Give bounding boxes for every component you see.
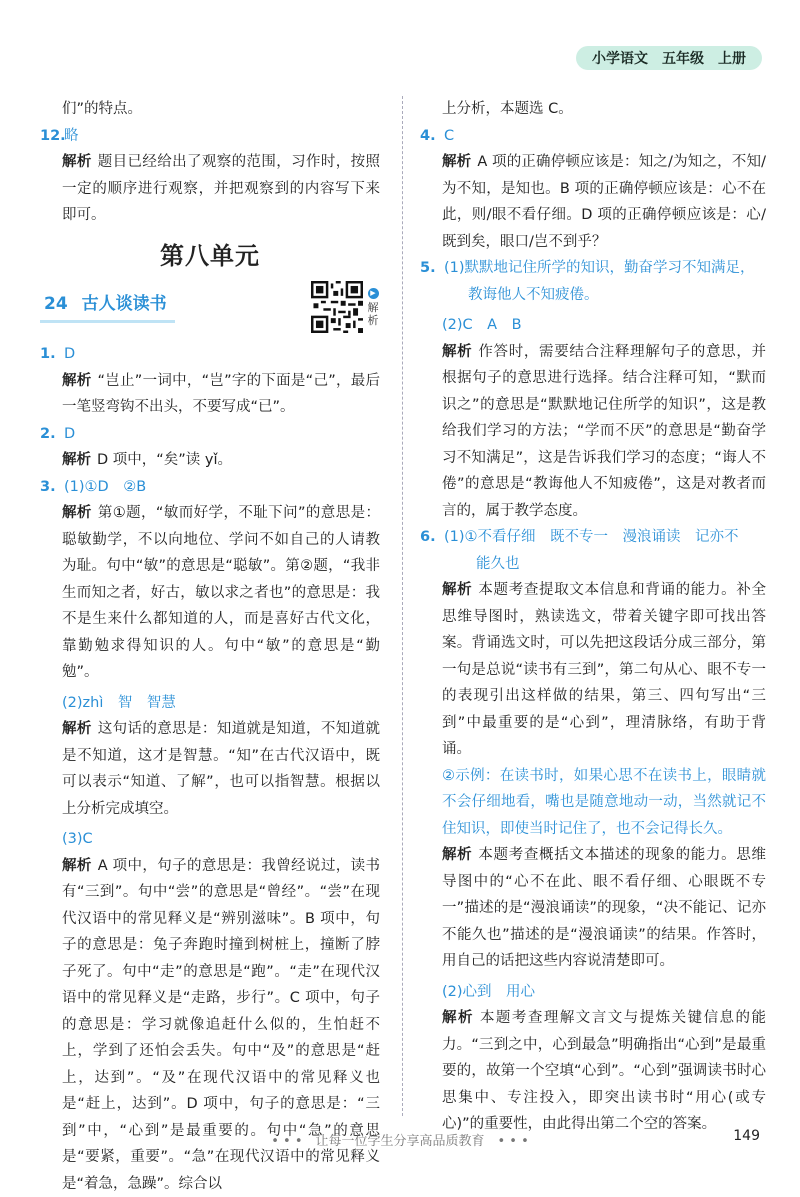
q2-answer	[40, 421, 380, 448]
q6-analysis-2-text: 本题考查概括文本描述的现象的能力。思维导图中的“心不在此、眼不看仔细、心眼既不专一”描述的是“漫浪诵读”的现象，“决不能记、记亦不能久也”描述的是“漫浪诵读”的结果。作答时，用自己的话把这些内容说清楚即可。	[442, 847, 766, 969]
q5-answer-2: (2)C A B	[420, 312, 766, 339]
q4-number: 4.	[420, 123, 444, 150]
q3-analysis-1-text: 第①题，“敏而好学，不耻下问”的意思是：聪敏勤学，不以向地位、学问不如自己的人请教为耻。句中“敏”的意思是“聪敏”。第②题，“我非生而知之者，好古，敏以求之者也”的意思是：我不是生来什么都知道的人，而是喜好古代文化，靠勤勉求得知识的人。句中“敏”的意思是“勤勉”。	[62, 505, 380, 680]
q6-analysis-3-text: 本题考查理解文言文与提炼关键信息的能力。“三到之中，心到最急”明确指出“心到”是最重要的，故第一个空填“心到”。“心到”强调读书时心思集中、专注投入，即突出读书时“用心(或专心)”的重要性，由此得出第二个空的答案。	[442, 1010, 766, 1132]
analysis-label: 解析	[62, 505, 92, 521]
q3-analysis-3-text: A 项中，句子的意思是：我曾经说过，读书有“三到”。句中“尝”的意思是“曾经”。“尝”在现代汉语中的常见释义是“辨别滋味”。B 项中，句子的意思是：兔子奔跑时撞到树桩上，撞断了脖子死了。句中“走”的意思是“跑”。“走”在现代汉语中的常见释义是“走路，步行”。C 项中，句子的意思是：学习就像追赶什么似的，生怕赶不上，学到了还怕会丢失。句中“及”的意思是“赶上，达到”。“及”在现代汉语中的常见释义也是“赶上，达到”。D 项中，句子的意思是：“三到”中，“心到”是最重要的。句中“急”的意思是“要紧，重要”。“急”在现代汉语中的常见释义是“着急，急躁”。综合以	[62, 858, 380, 1192]
q3-answer-1	[40, 474, 380, 501]
q2-number: 2.	[40, 421, 64, 448]
q2-answer-text: D	[64, 426, 75, 442]
continued-text-right: 上分析，本题选 C。	[420, 96, 766, 123]
q2-analysis-text: D 项中，“矣”读 yǐ。	[97, 452, 232, 468]
lesson-name: 古人谈读书	[82, 294, 167, 314]
qr-label-char-2: 析	[368, 314, 379, 327]
q5-number: 5.	[420, 255, 444, 282]
q3-answer-2: (2)zhì 智 智慧	[40, 690, 380, 717]
qr-analysis-link[interactable]	[311, 281, 380, 333]
q1-answer-text: D	[64, 346, 75, 362]
q5-answer-1-text: (1)默默地记住所学的知识，勤奋学习不知满足，	[444, 260, 755, 276]
q2-analysis	[40, 447, 380, 474]
analysis-label: 解析	[442, 847, 472, 863]
q6-answer-1-cont: 能久也	[420, 551, 766, 578]
unit-title: 第八单元	[40, 243, 380, 270]
q6-analysis-3	[420, 1005, 766, 1138]
q12-answer-text: 略	[64, 128, 79, 144]
q3-analysis-1	[40, 500, 380, 686]
q1-analysis-text: “岂止”一词中，“岂”字的下面是“己”，最后一笔竖弯钩不出头，不要写成“已”。	[62, 373, 380, 416]
qr-label	[366, 288, 380, 327]
q5-answer-1-cont: 教诲他人不知疲倦。	[420, 282, 766, 309]
analysis-label: 解析	[62, 721, 92, 737]
header-tab	[576, 46, 762, 70]
q6-answer-1-text: (1)①不看仔细 既不专一 漫浪诵读 记亦不	[444, 529, 739, 545]
header-grade: 五年级	[662, 48, 704, 68]
q6-analysis-1	[420, 577, 766, 763]
q5-answer-1	[420, 255, 766, 282]
qr-code-icon	[311, 281, 363, 333]
q4-analysis-text: A 项的正确停顿应该是：知之/为知之，不知/为不知，是知也。B 项的正确停顿应该是：心不在此，则/眼不看仔细。D 项的正确停顿应该是：心/既到矣，眼口/岂不到乎？	[442, 154, 766, 250]
column-divider	[402, 96, 403, 1116]
q6-analysis-2	[420, 842, 766, 975]
right-column	[420, 96, 766, 1138]
q6-number: 6.	[420, 524, 444, 551]
q3-analysis-2-text: 这句话的意思是：知道就是知道，不知道就是不知道，这才是智慧。“知”在古代汉语中，既可以表示“知道、了解”，也可以指智慧。根据以上分析完成填空。	[62, 721, 380, 817]
q12-analysis	[40, 149, 380, 229]
q1-analysis	[40, 368, 380, 421]
header-volume: 上册	[718, 48, 746, 68]
q4-analysis	[420, 149, 766, 255]
q12-number: 12.	[40, 123, 64, 150]
page-number: 149	[733, 1128, 760, 1144]
q6-analysis-1-text: 本题考查提取文本信息和背诵的能力。补全思维导图时，熟读选文，带着关键字即可找出答案。背诵选文时，可以先把这段话分成三部分，第一句是总说“读书有三到”，第二句从心、眼不专一的表现引出这样做的结果，第三、四句写出“三到”中最重要的是“心到”，理清脉络，有助于背诵。	[442, 582, 766, 757]
analysis-label: 解析	[442, 1010, 474, 1026]
q1-answer	[40, 341, 380, 368]
q3-answer-1-text: (1)①D ②B	[64, 479, 146, 495]
analysis-label: 解析	[442, 582, 472, 598]
q6-answer-2: (2)心到 用心	[420, 979, 766, 1006]
qr-label-char-1: 解	[368, 301, 379, 314]
left-column	[40, 96, 380, 1197]
q5-analysis-text: 作答时，需要结合注释理解句子的意思，并根据句子的意思进行选择。结合注释可知，“默而识之”的意思是“默默地记住所学的知识”，这是教给我们学习的方法；“学而不厌”的意思是“勤奋学习不知满足”，这是告诉我们学习的态度；“诲人不倦”的意思是“教诲他人不知疲倦”，这是对教者而言的，属于教学态度。	[442, 344, 766, 519]
q12-analysis-text: 题目已经给出了观察的范围，习作时，按照一定的顺序进行观察，并把观察到的内容写下来即可。	[62, 154, 380, 223]
analysis-label: 解析	[442, 154, 471, 170]
lesson-number: 24	[44, 294, 68, 314]
footer-slogan: • • • 让每一位学生分享高品质教育 • • •	[0, 1130, 800, 1149]
q3-analysis-2	[40, 716, 380, 822]
analysis-label: 解析	[62, 452, 91, 468]
q5-analysis	[420, 339, 766, 525]
q4-answer-text: C	[444, 128, 454, 144]
analysis-label: 解析	[62, 154, 92, 170]
q4-answer	[420, 123, 766, 150]
lesson-header	[40, 279, 380, 335]
analysis-label: 解析	[62, 373, 92, 389]
q6-answer-1c: ②示例：在读书时，如果心思不在读书上，眼睛就不会仔细地看，嘴也是随意地动一动，当然就记不住知识，即使当时记住了，也不会记得长久。	[420, 763, 766, 843]
q12-answer	[40, 123, 380, 150]
header-subject: 小学语文	[592, 48, 648, 68]
q3-answer-3: (3)C	[40, 826, 380, 853]
lesson-title	[40, 291, 175, 323]
analysis-label: 解析	[442, 344, 472, 360]
q1-number: 1.	[40, 341, 64, 368]
q3-number: 3.	[40, 474, 64, 501]
q6-answer-1	[420, 524, 766, 551]
play-icon: ▶	[368, 288, 379, 299]
continued-text: 们”的特点。	[40, 96, 380, 123]
analysis-label: 解析	[62, 858, 92, 874]
